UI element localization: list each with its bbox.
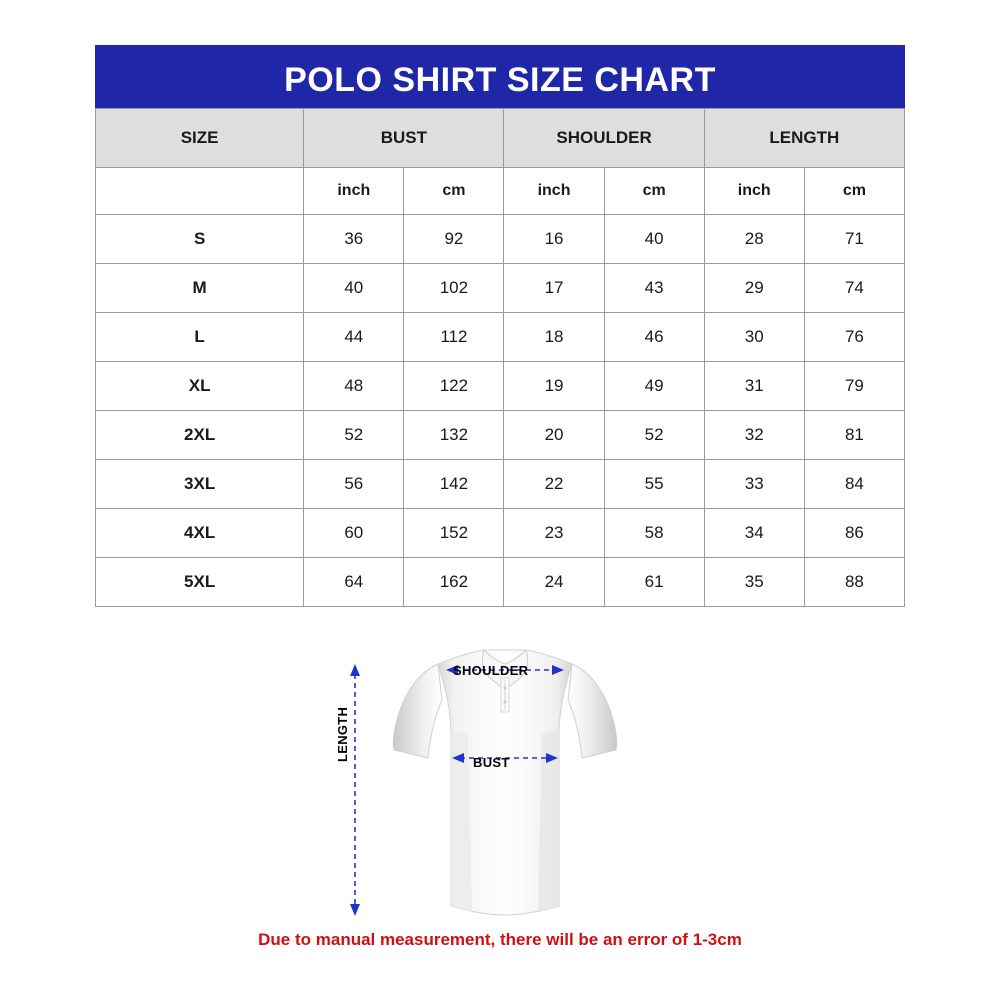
cell-bust-cm: 152 bbox=[404, 509, 504, 558]
table-row bbox=[96, 264, 905, 313]
cell-shoulder-cm: 49 bbox=[604, 362, 704, 411]
table-row bbox=[96, 558, 905, 607]
cell-length-cm: 86 bbox=[804, 509, 904, 558]
cell-length-cm: 81 bbox=[804, 411, 904, 460]
cell-shoulder-cm: 58 bbox=[604, 509, 704, 558]
cell-shoulder-cm: 61 bbox=[604, 558, 704, 607]
header-shoulder: SHOULDER bbox=[504, 109, 704, 168]
cell-bust-cm: 162 bbox=[404, 558, 504, 607]
cell-shoulder-inch: 20 bbox=[504, 411, 604, 460]
size-table bbox=[95, 108, 905, 607]
cell-size: L bbox=[96, 313, 304, 362]
cell-shoulder-inch: 23 bbox=[504, 509, 604, 558]
cell-shoulder-cm: 52 bbox=[604, 411, 704, 460]
page-title: POLO SHIRT SIZE CHART bbox=[95, 45, 905, 108]
cell-shoulder-cm: 46 bbox=[604, 313, 704, 362]
cell-length-cm: 71 bbox=[804, 215, 904, 264]
cell-bust-inch: 36 bbox=[304, 215, 404, 264]
cell-bust-inch: 56 bbox=[304, 460, 404, 509]
cell-bust-inch: 60 bbox=[304, 509, 404, 558]
label-shoulder: SHOULDER bbox=[453, 663, 529, 678]
unit-bust-cm: cm bbox=[404, 168, 504, 215]
table-row bbox=[96, 411, 905, 460]
cell-length-inch: 32 bbox=[704, 411, 804, 460]
cell-length-inch: 33 bbox=[704, 460, 804, 509]
table-row bbox=[96, 362, 905, 411]
cell-bust-cm: 132 bbox=[404, 411, 504, 460]
cell-shoulder-inch: 19 bbox=[504, 362, 604, 411]
label-length: LENGTH bbox=[335, 706, 350, 762]
cell-length-inch: 35 bbox=[704, 558, 804, 607]
cell-length-inch: 29 bbox=[704, 264, 804, 313]
cell-bust-inch: 40 bbox=[304, 264, 404, 313]
cell-bust-cm: 142 bbox=[404, 460, 504, 509]
cell-length-cm: 79 bbox=[804, 362, 904, 411]
table-row bbox=[96, 509, 905, 558]
cell-shoulder-cm: 43 bbox=[604, 264, 704, 313]
cell-length-inch: 34 bbox=[704, 509, 804, 558]
cell-size: 5XL bbox=[96, 558, 304, 607]
unit-shoulder-inch: inch bbox=[504, 168, 604, 215]
cell-size: M bbox=[96, 264, 304, 313]
cell-bust-cm: 122 bbox=[404, 362, 504, 411]
cell-length-cm: 88 bbox=[804, 558, 904, 607]
cell-bust-cm: 102 bbox=[404, 264, 504, 313]
table-unit-row bbox=[96, 168, 905, 215]
table-row bbox=[96, 215, 905, 264]
cell-shoulder-inch: 22 bbox=[504, 460, 604, 509]
measurement-note: Due to manual measurement, there will be an error of 1-3cm bbox=[258, 930, 742, 949]
table-row bbox=[96, 460, 905, 509]
cell-bust-inch: 44 bbox=[304, 313, 404, 362]
cell-size: S bbox=[96, 215, 304, 264]
unit-length-cm: cm bbox=[804, 168, 904, 215]
cell-shoulder-inch: 16 bbox=[504, 215, 604, 264]
cell-size: XL bbox=[96, 362, 304, 411]
cell-bust-cm: 112 bbox=[404, 313, 504, 362]
length-measure-arrow-icon bbox=[340, 660, 370, 920]
unit-length-inch: inch bbox=[704, 168, 804, 215]
cell-size: 2XL bbox=[96, 411, 304, 460]
header-bust: BUST bbox=[304, 109, 504, 168]
cell-length-cm: 76 bbox=[804, 313, 904, 362]
cell-shoulder-inch: 17 bbox=[504, 264, 604, 313]
cell-size: 4XL bbox=[96, 509, 304, 558]
cell-shoulder-cm: 55 bbox=[604, 460, 704, 509]
cell-shoulder-cm: 40 bbox=[604, 215, 704, 264]
cell-shoulder-inch: 18 bbox=[504, 313, 604, 362]
cell-bust-inch: 48 bbox=[304, 362, 404, 411]
cell-size: 3XL bbox=[96, 460, 304, 509]
cell-length-inch: 30 bbox=[704, 313, 804, 362]
unit-blank bbox=[96, 168, 304, 215]
label-bust: BUST bbox=[473, 755, 510, 770]
unit-bust-inch: inch bbox=[304, 168, 404, 215]
cell-length-cm: 74 bbox=[804, 264, 904, 313]
cell-bust-cm: 92 bbox=[404, 215, 504, 264]
cell-length-inch: 31 bbox=[704, 362, 804, 411]
cell-length-inch: 28 bbox=[704, 215, 804, 264]
unit-shoulder-cm: cm bbox=[604, 168, 704, 215]
header-size: SIZE bbox=[96, 109, 304, 168]
table-header-row bbox=[96, 109, 905, 168]
cell-bust-inch: 64 bbox=[304, 558, 404, 607]
table-row bbox=[96, 313, 905, 362]
header-length: LENGTH bbox=[704, 109, 904, 168]
cell-bust-inch: 52 bbox=[304, 411, 404, 460]
polo-shirt-icon bbox=[380, 638, 630, 928]
cell-shoulder-inch: 24 bbox=[504, 558, 604, 607]
size-chart-container bbox=[95, 45, 905, 607]
cell-length-cm: 84 bbox=[804, 460, 904, 509]
measurement-illustration bbox=[335, 630, 670, 930]
